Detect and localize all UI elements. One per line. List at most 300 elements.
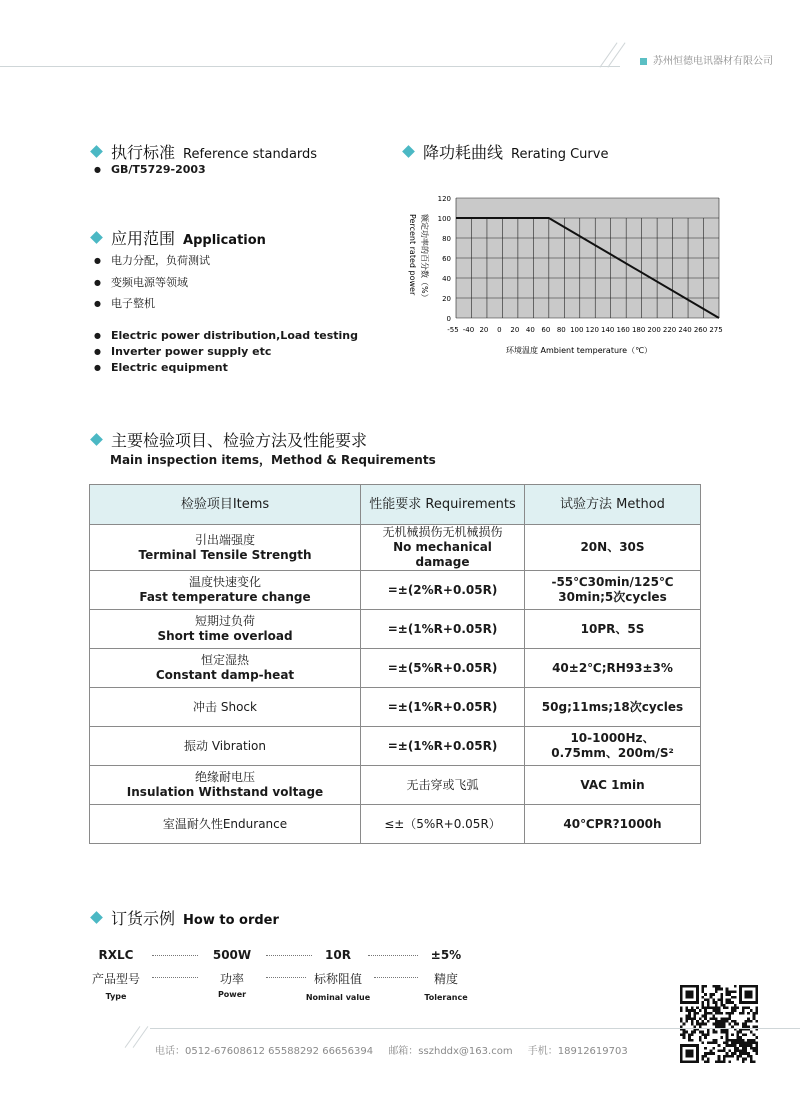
qr-module — [750, 1044, 753, 1047]
x-ticks — [447, 326, 722, 334]
qr-module — [683, 1031, 686, 1034]
qr-module — [731, 996, 734, 999]
qr-module — [750, 1009, 753, 1012]
qr-module — [712, 1007, 715, 1010]
qr-module — [726, 988, 729, 991]
qr-module — [710, 1017, 713, 1020]
qr-module — [755, 1020, 758, 1023]
x-tick-label: 240 — [678, 326, 692, 334]
qr-module — [731, 1044, 734, 1047]
y-tick-label: 60 — [442, 255, 451, 263]
x-tick-label: 180 — [631, 326, 646, 334]
item-en: Constant damp-heat — [155, 668, 295, 682]
qr-module — [702, 1007, 705, 1010]
qr-module — [742, 1044, 745, 1047]
qr-module — [747, 1007, 750, 1010]
header-items: 检验项目Items — [90, 485, 361, 525]
qr-module — [720, 1031, 723, 1034]
application-item-en: ● Electric power distribution,Load testing — [94, 329, 358, 342]
dotted-leader — [152, 977, 198, 978]
order-heading: 订货示例 How to order — [92, 906, 279, 929]
qr-module — [710, 996, 713, 999]
qr-module — [718, 1012, 721, 1015]
qr-module — [712, 1041, 715, 1044]
qr-module — [731, 1009, 734, 1012]
qr-module — [699, 1009, 702, 1012]
qr-module — [723, 1031, 726, 1034]
qr-module — [710, 1012, 713, 1015]
qr-module — [702, 1020, 705, 1023]
qr-module — [745, 1007, 748, 1010]
qr-module — [715, 1020, 718, 1023]
qr-module — [718, 1023, 721, 1026]
qr-module — [720, 1036, 723, 1039]
qr-module — [710, 1050, 713, 1053]
qr-module — [704, 1036, 707, 1039]
qr-module — [736, 1047, 739, 1050]
x-tick-label: -55 — [447, 326, 459, 334]
qr-module — [726, 993, 729, 996]
qr-module — [755, 1052, 758, 1055]
qr-module — [745, 1052, 748, 1055]
method: 10PR、5S — [580, 621, 645, 636]
qr-module — [734, 1047, 737, 1050]
qr-module — [755, 985, 758, 1004]
qr-module — [739, 985, 742, 1004]
qr-module — [691, 1020, 694, 1023]
item-en: Fast temperature change — [139, 590, 311, 604]
order-label-tolerance: 精度 — [433, 972, 458, 986]
qr-module — [718, 985, 721, 988]
qr-module — [755, 1047, 758, 1050]
qr-module — [688, 1039, 691, 1042]
qr-module — [720, 1012, 723, 1015]
qr-module — [736, 1041, 739, 1044]
qr-module — [755, 1041, 758, 1044]
qr-module — [755, 1050, 758, 1053]
footer-phone: 电话：0512-67608612 65588292 66656394 — [155, 1046, 374, 1057]
cell-method — [525, 649, 701, 688]
qr-module — [699, 1039, 702, 1042]
qr-module — [702, 996, 705, 999]
qr-module — [704, 1047, 707, 1050]
qr-module — [704, 985, 707, 988]
qr-module — [704, 1017, 707, 1020]
qr-module — [691, 1009, 694, 1012]
qr-module — [680, 1007, 683, 1010]
x-tick-label: 120 — [585, 326, 599, 334]
qr-module — [747, 1039, 750, 1042]
qr-module — [728, 990, 731, 993]
inspection-subtitle: Main inspection items，Method & Requirements — [110, 453, 436, 467]
qr-module — [731, 1001, 734, 1004]
qr-module — [702, 990, 705, 993]
y-tick-label: 80 — [442, 235, 451, 243]
qr-module — [691, 1023, 694, 1026]
qr-module — [702, 1004, 705, 1007]
qr-module — [720, 1004, 723, 1007]
table-row — [90, 525, 701, 571]
qr-module — [712, 1047, 715, 1050]
table-row — [90, 727, 701, 766]
qr-module — [723, 1041, 726, 1044]
qr-module — [718, 1007, 721, 1010]
qr-module — [726, 1041, 729, 1044]
item-cn: 绝缘耐电压 — [194, 770, 255, 784]
qr-module — [723, 1047, 726, 1050]
item-en: Terminal Tensile Strength — [138, 547, 312, 562]
cell-requirement — [361, 525, 525, 571]
qr-module — [688, 1012, 691, 1015]
requirement-cn: ≤±（5%R+0.05R） — [384, 816, 501, 831]
qr-module — [704, 1012, 707, 1015]
qr-module — [718, 1009, 721, 1012]
qr-module — [699, 1023, 702, 1026]
qr-module — [745, 1033, 748, 1036]
qr-module — [728, 1023, 731, 1026]
qr-module — [726, 1020, 729, 1023]
diamond-icon — [90, 231, 103, 244]
y-tick-label: 0 — [446, 315, 451, 323]
item-cn: 引出端强度 — [194, 532, 255, 547]
table-row — [90, 571, 701, 610]
qr-module — [696, 1044, 699, 1063]
qr-module — [688, 1015, 691, 1018]
derating-heading: 降功耗曲线 Rerating Curve — [404, 140, 608, 163]
qr-module — [726, 1017, 729, 1020]
qr-module — [750, 1039, 753, 1042]
qr-module — [747, 1041, 750, 1044]
qr-module — [702, 1001, 705, 1004]
qr-module — [704, 998, 707, 1001]
dotted-leader — [266, 977, 306, 978]
qr-module — [699, 1036, 702, 1039]
qr-module — [734, 1039, 737, 1042]
qr-module — [742, 1023, 745, 1026]
qr-module — [712, 1009, 715, 1012]
qr-module — [693, 1009, 696, 1012]
header-requirements: 性能要求 Requirements — [361, 485, 525, 525]
qr-module — [736, 1023, 739, 1026]
qr-module — [712, 993, 715, 996]
y-tick-label: 100 — [437, 215, 451, 223]
order-en-value: Nominal value — [305, 993, 371, 1002]
y-axis-label-cn: 额定功率的百分数（%） — [420, 214, 429, 302]
item-cn: 恒定湿热 — [200, 653, 249, 667]
footer-email: 邮箱：sszhddx@163.com — [388, 1046, 513, 1057]
qr-module — [731, 1052, 734, 1055]
qr-module — [739, 1036, 742, 1039]
order-label-value: 标称阻值 — [313, 972, 362, 986]
qr-module — [731, 990, 734, 993]
qr-module — [712, 1039, 715, 1042]
method: VAC 1min — [580, 777, 645, 792]
qr-module — [723, 1060, 726, 1063]
item-cn: 振动 Vibration — [184, 738, 266, 753]
cell-method — [525, 610, 701, 649]
requirement-en: =±(1%R+0.05R) — [387, 621, 498, 636]
qr-module — [693, 1017, 696, 1020]
method: 50g;11ms;18次cycles — [541, 699, 684, 714]
qr-module — [702, 985, 705, 988]
x-tick-label: 260 — [693, 326, 708, 334]
qr-module — [731, 1020, 734, 1023]
qr-module — [723, 1050, 726, 1053]
method: 40℃PR?1000h — [563, 816, 662, 831]
cell-requirement — [361, 766, 525, 805]
qr-module — [750, 1058, 753, 1061]
qr-module — [715, 1004, 718, 1007]
qr-module — [739, 1055, 742, 1058]
application-item-cn: ● 电子整机 — [94, 295, 155, 311]
x-tick-label: 60 — [541, 326, 551, 334]
qr-module — [702, 1031, 705, 1034]
qr-module — [734, 1007, 737, 1010]
qr-module — [739, 985, 758, 988]
qr-module — [685, 1009, 688, 1012]
qr-module — [685, 990, 693, 998]
qr-module — [704, 1052, 707, 1055]
x-tick-label: 220 — [662, 326, 677, 334]
item-en: Short time overload — [157, 629, 293, 643]
y-ticks — [438, 195, 451, 323]
qr-module — [728, 1039, 731, 1042]
qr-module — [688, 1033, 691, 1036]
qr-module — [704, 1033, 707, 1036]
footer-divider — [150, 1028, 800, 1029]
qr-module — [710, 993, 713, 996]
qr-module — [720, 993, 723, 996]
qr-module — [753, 1050, 756, 1053]
qr-module — [707, 1041, 710, 1044]
qr-module — [742, 1047, 745, 1050]
cell-method — [525, 766, 701, 805]
qr-module — [728, 993, 731, 996]
qr-module — [704, 1055, 707, 1058]
x-tick-label: 20 — [510, 326, 520, 334]
qr-module — [683, 1036, 686, 1039]
qr-module — [683, 1033, 686, 1036]
qr-module — [726, 1036, 729, 1039]
qr-module — [685, 1015, 688, 1018]
table-row — [90, 805, 701, 844]
cell-item — [90, 610, 361, 649]
qr-module — [720, 1017, 723, 1020]
x-tick-label: 160 — [616, 326, 630, 334]
qr-module — [755, 1012, 758, 1015]
qr-module — [755, 1007, 758, 1010]
diamond-icon — [90, 433, 103, 446]
qr-module — [742, 1009, 745, 1012]
y-tick-label: 120 — [437, 195, 451, 203]
qr-module — [704, 993, 707, 996]
qr-module — [720, 998, 723, 1001]
x-tick-label: 275 — [709, 326, 723, 334]
qr-module — [753, 1041, 756, 1044]
qr-module — [734, 1044, 737, 1047]
qr-module — [736, 1036, 739, 1039]
qr-module — [720, 996, 723, 999]
qr-module — [747, 1055, 750, 1058]
qr-module — [742, 1060, 745, 1063]
qr-module — [753, 1039, 756, 1042]
cell-method — [525, 571, 701, 610]
qr-module — [707, 1052, 710, 1055]
order-code-power: 500W — [212, 948, 252, 962]
item-cn: 冲击 Shock — [193, 699, 257, 714]
qr-module — [704, 1009, 707, 1012]
standards-heading: 执行标准 Reference standards — [92, 140, 317, 163]
qr-module — [693, 1012, 696, 1015]
qr-module — [755, 1044, 758, 1047]
qr-module — [742, 1052, 745, 1055]
qr-module — [693, 1031, 696, 1034]
diamond-icon — [90, 145, 103, 158]
qr-module — [736, 1058, 739, 1061]
company-name: 苏州恒德电讯器材有限公司 — [640, 52, 773, 67]
cell-method — [525, 525, 701, 571]
qr-module — [707, 1007, 710, 1010]
dotted-leader — [266, 955, 312, 956]
qr-module — [715, 1031, 718, 1034]
cell-requirement — [361, 571, 525, 610]
qr-module — [736, 1033, 739, 1036]
qr-module — [680, 1009, 683, 1012]
table-row — [90, 766, 701, 805]
qr-module — [745, 1041, 748, 1044]
qr-module — [715, 1023, 718, 1026]
qr-module — [702, 1033, 705, 1036]
inspection-heading: 主要检验项目、检验方法及性能要求 — [92, 428, 367, 451]
method: 20N、30S — [580, 540, 645, 554]
qr-module — [718, 1050, 721, 1053]
requirement-cn: 无击穿或飞弧 — [406, 777, 479, 792]
requirement-en: =±(1%R+0.05R) — [387, 699, 498, 714]
qr-module — [685, 1017, 688, 1020]
qr-module — [742, 1033, 745, 1036]
qr-module — [715, 1060, 718, 1063]
qr-code — [680, 985, 758, 1063]
qr-module — [720, 1050, 723, 1053]
qr-module — [728, 1012, 731, 1015]
qr-module — [731, 1033, 734, 1036]
cell-method — [525, 805, 701, 844]
table-row — [90, 610, 701, 649]
requirement-cn: 无机械损伤无机械损伤 — [382, 525, 503, 539]
standard-item: ● GB/T5729-2003 — [94, 163, 206, 176]
qr-module — [688, 1017, 691, 1020]
qr-module — [745, 990, 753, 998]
qr-module — [747, 1020, 750, 1023]
x-tick-label: 100 — [570, 326, 584, 334]
qr-module — [691, 1033, 694, 1036]
order-en-type: Type — [105, 992, 127, 1001]
qr-module — [696, 1007, 699, 1010]
qr-module — [715, 1041, 718, 1044]
qr-module — [702, 988, 705, 991]
qr-module — [755, 1036, 758, 1039]
header-slash — [607, 42, 625, 67]
dotted-leader — [152, 955, 198, 956]
qr-module — [707, 1012, 710, 1015]
qr-module — [726, 1039, 729, 1042]
cell-method — [525, 727, 701, 766]
table-row — [90, 649, 701, 688]
qr-module — [715, 1009, 718, 1012]
qr-module — [734, 1050, 737, 1053]
qr-module — [718, 998, 721, 1001]
header-divider — [0, 66, 620, 67]
item-cn: 室温耐久性Endurance — [162, 816, 288, 831]
requirement-en: No mechanical damage — [393, 540, 492, 569]
qr-module — [715, 1001, 718, 1004]
qr-module — [728, 998, 731, 1001]
order-en-tolerance: Tolerance — [424, 993, 468, 1002]
qr-module — [723, 1020, 726, 1023]
application-item-en: ● Inverter power supply etc — [94, 345, 271, 358]
qr-module — [728, 1050, 731, 1053]
qr-module — [702, 1015, 705, 1018]
qr-module — [753, 1015, 756, 1018]
qr-module — [720, 1001, 723, 1004]
qr-module — [696, 1012, 699, 1015]
qr-module — [715, 1017, 718, 1020]
qr-module — [720, 988, 723, 991]
method: 40±2℃;RH93±3% — [552, 660, 673, 675]
qr-module — [715, 1012, 718, 1015]
requirement-en: =±(2%R+0.05R) — [387, 582, 498, 597]
qr-module — [712, 1001, 715, 1004]
qr-module — [688, 1036, 691, 1039]
qr-module — [726, 1007, 729, 1010]
qr-module — [745, 1058, 748, 1061]
x-tick-label: 200 — [647, 326, 661, 334]
qr-module — [728, 1060, 731, 1063]
qr-module — [699, 1017, 702, 1020]
qr-module — [696, 985, 699, 1004]
qr-module — [726, 1033, 729, 1036]
qr-module — [750, 1047, 753, 1050]
qr-module — [728, 1044, 731, 1047]
qr-module — [753, 1060, 756, 1063]
qr-module — [736, 1055, 739, 1058]
order-label-power: 功率 — [219, 972, 244, 986]
qr-module — [736, 1007, 739, 1010]
application-heading: 应用范围 Application — [92, 226, 266, 249]
qr-module — [739, 1041, 742, 1044]
qr-module — [731, 1041, 734, 1044]
qr-module — [702, 1055, 705, 1058]
qr-module — [742, 1041, 745, 1044]
qr-module — [731, 1055, 734, 1058]
qr-module — [685, 1007, 688, 1010]
qr-module — [685, 1031, 688, 1034]
qr-module — [691, 1007, 694, 1010]
qr-module — [750, 1031, 753, 1034]
application-item-cn: ● 变频电源等领域 — [94, 274, 188, 290]
y-axis-label-en: Percent rated power — [408, 214, 417, 296]
x-tick-label: 140 — [601, 326, 615, 334]
qr-module — [715, 1039, 718, 1042]
qr-module — [739, 1012, 742, 1015]
qr-module — [696, 1023, 699, 1026]
order-code-value: 10R — [325, 948, 351, 962]
qr-module — [739, 1050, 742, 1053]
qr-module — [693, 1015, 696, 1018]
footer-slash — [125, 1026, 141, 1048]
qr-module — [745, 1023, 748, 1026]
qr-module — [712, 1015, 715, 1018]
